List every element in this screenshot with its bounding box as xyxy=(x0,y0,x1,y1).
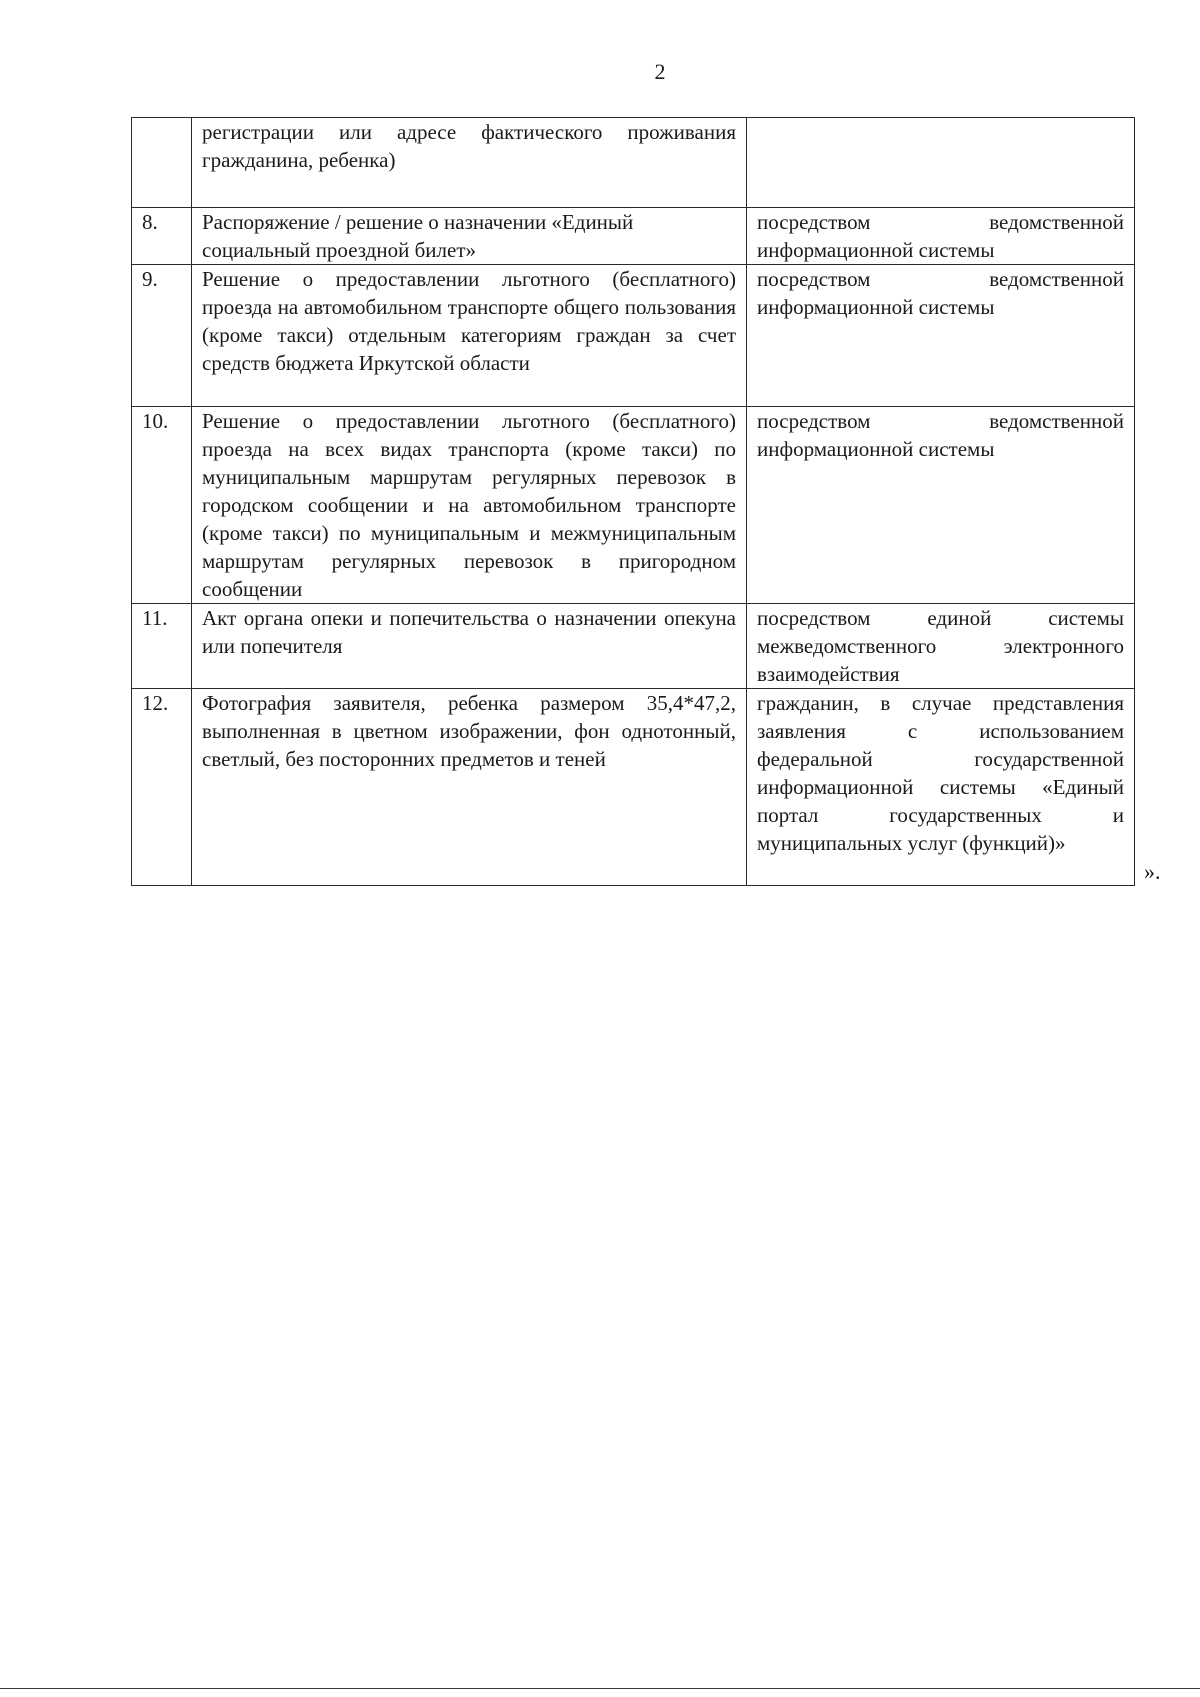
submission-method: посредством единой системы межведомственного электронного взаимодействия xyxy=(747,604,1135,689)
document-name: Распоряжение / решение о назначении «Единый социальный проездной билет» xyxy=(192,208,747,265)
submission-method: гражданин, в случае представления заявления с использованием федеральной государственной информационной системы «Единый портал государственных и муниципальных услуг (функций)» xyxy=(747,689,1135,886)
row-number: 10. xyxy=(132,407,192,604)
row-number: 9. xyxy=(132,265,192,407)
documents-table xyxy=(131,117,1135,886)
submission-method: посредством ведомственной информационной системы xyxy=(747,208,1135,265)
table-row xyxy=(132,689,1135,886)
document-name: Акт органа опеки и попечительства о назначении опекуна или попечителя xyxy=(192,604,747,689)
submission-method: посредством ведомственной информационной системы xyxy=(747,265,1135,407)
row-number: 12. xyxy=(132,689,192,886)
page-number: 2 xyxy=(654,59,666,84)
document-name: Фотография заявителя, ребенка размером 35,4*47,2, выполненная в цветном изображении, фон однотонный, светлый, без посторонних предметов и теней xyxy=(192,689,747,886)
document-name: Решение о предоставлении льготного (бесплатного) проезда на всех видах транспорта (кроме такси) по муниципальным маршрутам регулярных перевозок в городском сообщении и на автомобильном транспорте (кроме такси) по муниципальным и межмуниципальным маршрутам регулярных перевозок в пригородном сообщении xyxy=(192,407,747,604)
submission-method xyxy=(747,118,1135,208)
row-number xyxy=(132,118,192,208)
table-row xyxy=(132,208,1135,265)
document-name: регистрации или адресе фактического проживания гражданина, ребенка) xyxy=(192,118,747,208)
document-name: Решение о предоставлении льготного (бесплатного) проезда на автомобильном транспорте общего пользования (кроме такси) отдельным категориям граждан за счет средств бюджета Иркутской области xyxy=(192,265,747,407)
row-number: 8. xyxy=(132,208,192,265)
table-row xyxy=(132,265,1135,407)
bottom-divider xyxy=(0,1688,1200,1689)
submission-method: посредством ведомственной информационной системы xyxy=(747,407,1135,604)
table-row xyxy=(132,118,1135,208)
table-row xyxy=(132,604,1135,689)
table-row xyxy=(132,407,1135,604)
closing-quote: ». xyxy=(1144,859,1161,884)
row-number: 11. xyxy=(132,604,192,689)
